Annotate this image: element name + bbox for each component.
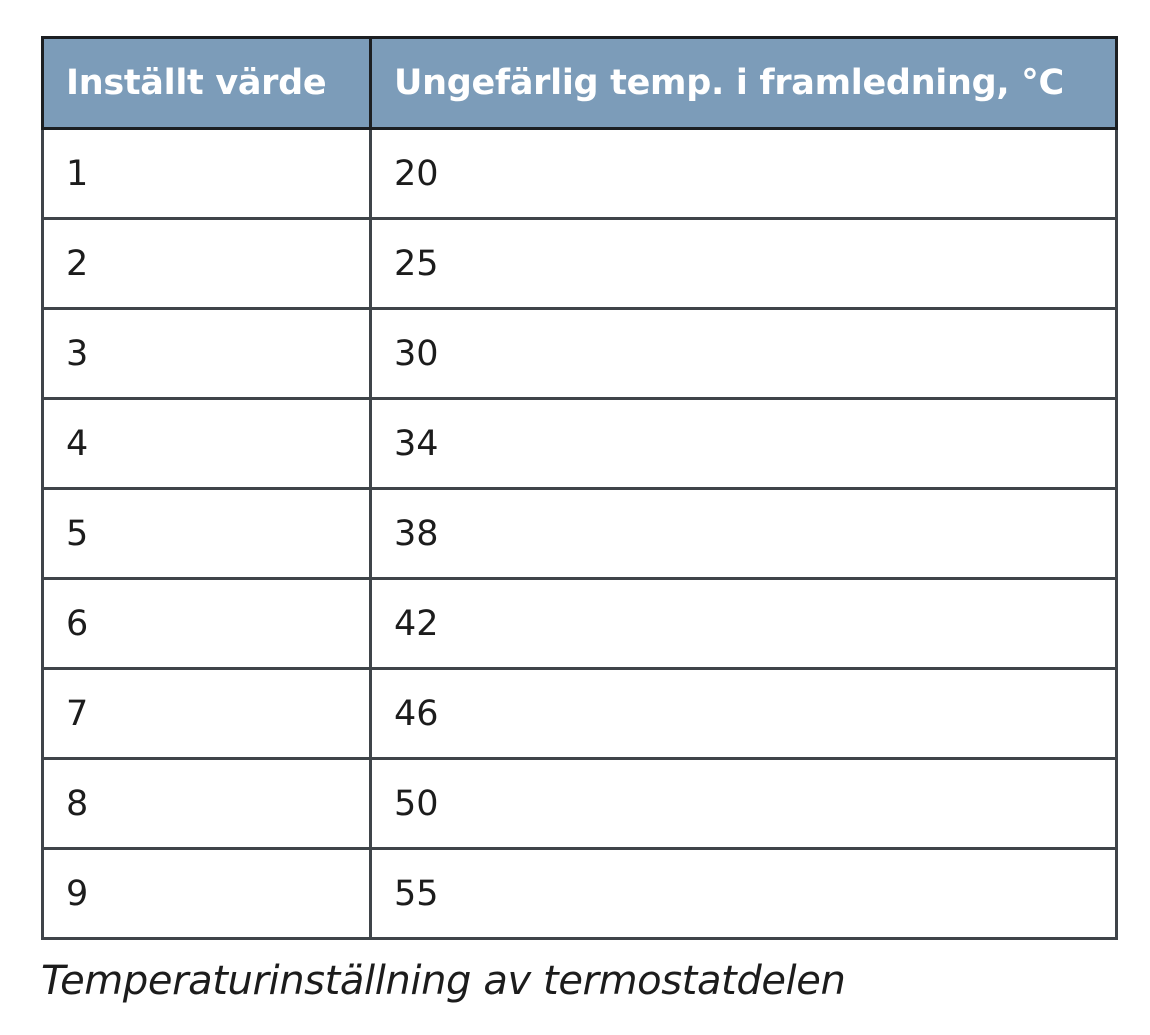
cell-flow-temperature: 46 bbox=[371, 669, 1117, 759]
header-row bbox=[43, 38, 1117, 129]
table-body bbox=[43, 129, 1117, 939]
cell-set-value: 6 bbox=[43, 579, 371, 669]
header-set-value: Inställt värde bbox=[43, 38, 371, 129]
table-row bbox=[43, 129, 1117, 219]
cell-set-value: 9 bbox=[43, 849, 371, 939]
temperature-table-container bbox=[41, 36, 1115, 940]
table-row bbox=[43, 309, 1117, 399]
table-row bbox=[43, 399, 1117, 489]
temperature-table bbox=[41, 36, 1118, 940]
cell-flow-temperature: 42 bbox=[371, 579, 1117, 669]
cell-set-value: 5 bbox=[43, 489, 371, 579]
cell-flow-temperature: 55 bbox=[371, 849, 1117, 939]
cell-set-value: 2 bbox=[43, 219, 371, 309]
cell-set-value: 4 bbox=[43, 399, 371, 489]
table-row bbox=[43, 489, 1117, 579]
table-row bbox=[43, 669, 1117, 759]
header-flow-temperature: Ungefärlig temp. i framledning, °C bbox=[371, 38, 1117, 129]
cell-flow-temperature: 30 bbox=[371, 309, 1117, 399]
table-header bbox=[43, 38, 1117, 129]
cell-set-value: 8 bbox=[43, 759, 371, 849]
table-caption: Temperaturinställning av termostatdelen bbox=[41, 958, 846, 1004]
table-row bbox=[43, 219, 1117, 309]
table-row bbox=[43, 849, 1117, 939]
cell-set-value: 1 bbox=[43, 129, 371, 219]
cell-set-value: 3 bbox=[43, 309, 371, 399]
table-row bbox=[43, 759, 1117, 849]
table-row bbox=[43, 579, 1117, 669]
cell-flow-temperature: 20 bbox=[371, 129, 1117, 219]
cell-flow-temperature: 38 bbox=[371, 489, 1117, 579]
cell-flow-temperature: 50 bbox=[371, 759, 1117, 849]
cell-set-value: 7 bbox=[43, 669, 371, 759]
cell-flow-temperature: 25 bbox=[371, 219, 1117, 309]
cell-flow-temperature: 34 bbox=[371, 399, 1117, 489]
